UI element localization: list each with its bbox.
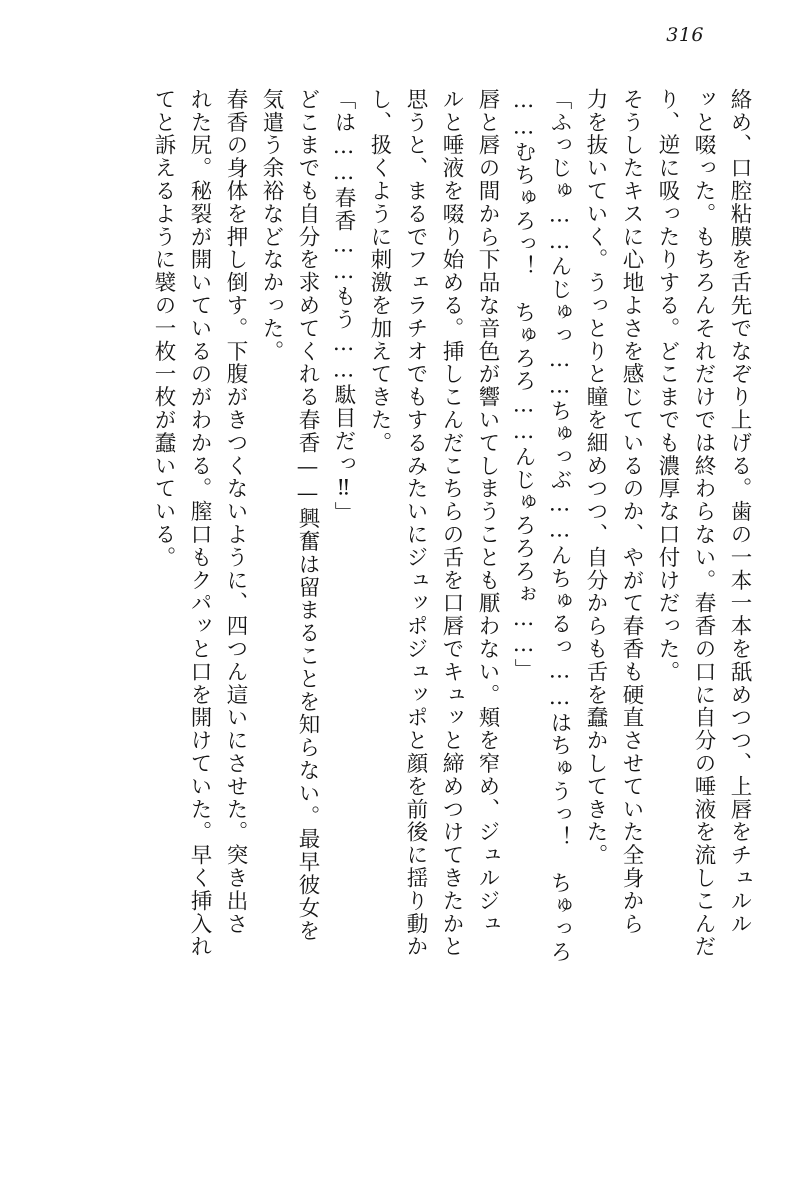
text-column: し、扱くように刺激を加えてきた。	[367, 88, 392, 455]
text-column: 春香の身体を押し倒す。下腹がきつくないように、四つん這いにさせた。突き出さ	[223, 88, 248, 936]
page-number: 316	[666, 24, 704, 46]
text-column: ……むちゅろっ！ ちゅろろ……んじゅろろろぉ……」	[511, 88, 536, 682]
text-column: 思うと、まるでフェラチオでもするみたいにジュッポジュッポと顔を前後に揺り動か	[403, 88, 428, 959]
text-column: 絡め、口腔粘膜を舌先でなぞり上げる。歯の一本一本を舐めつつ、上唇をチュルル	[727, 88, 752, 936]
text-column: 気遣う余裕などなかった。	[259, 88, 284, 363]
text-column: 「ふっじゅ……んじゅっ……ちゅっぶ……んちゅるっ……はちゅうっ！ ちゅっろ	[547, 88, 572, 964]
text-column: そうしたキスに心地よさを感じているのか、やがて春香も硬直させていた全身から	[619, 88, 644, 936]
text-column: ルと唾液を啜り始める。挿しこんだこちらの舌を口唇でキュッと締めつけてきたかと	[439, 88, 464, 959]
text-column: り、逆に吸ったりする。どこまでも濃厚な口付けだった。	[655, 88, 680, 684]
text-column: れた尻。秘裂が開いているのがわかる。膣口もクパッと口を開けていた。早く挿入れ	[187, 88, 212, 959]
text-column: 「は……春香……もう……駄目だっ‼」	[331, 88, 356, 525]
text-column: 力を抜いていく。うっとりと瞳を細めつつ、自分からも舌を蠢かしてきた。	[583, 88, 608, 867]
text-column: ッと啜った。もちろんそれだけでは終わらない。春香の口に自分の唾液を流しこんだ	[691, 88, 716, 959]
text-column: どこまでも自分を求めてくれる春香——興奮は留まることを知らない。最早彼女を	[295, 88, 320, 943]
vertical-text-body	[40, 88, 750, 1148]
text-column: 唇と唇の間から下品な音色が響いてしまうことも厭わない。頬を窄め、ジュルジュ	[475, 88, 500, 936]
text-column: てと訴えるように襞の一枚一枚が蠢いている。	[151, 88, 176, 569]
